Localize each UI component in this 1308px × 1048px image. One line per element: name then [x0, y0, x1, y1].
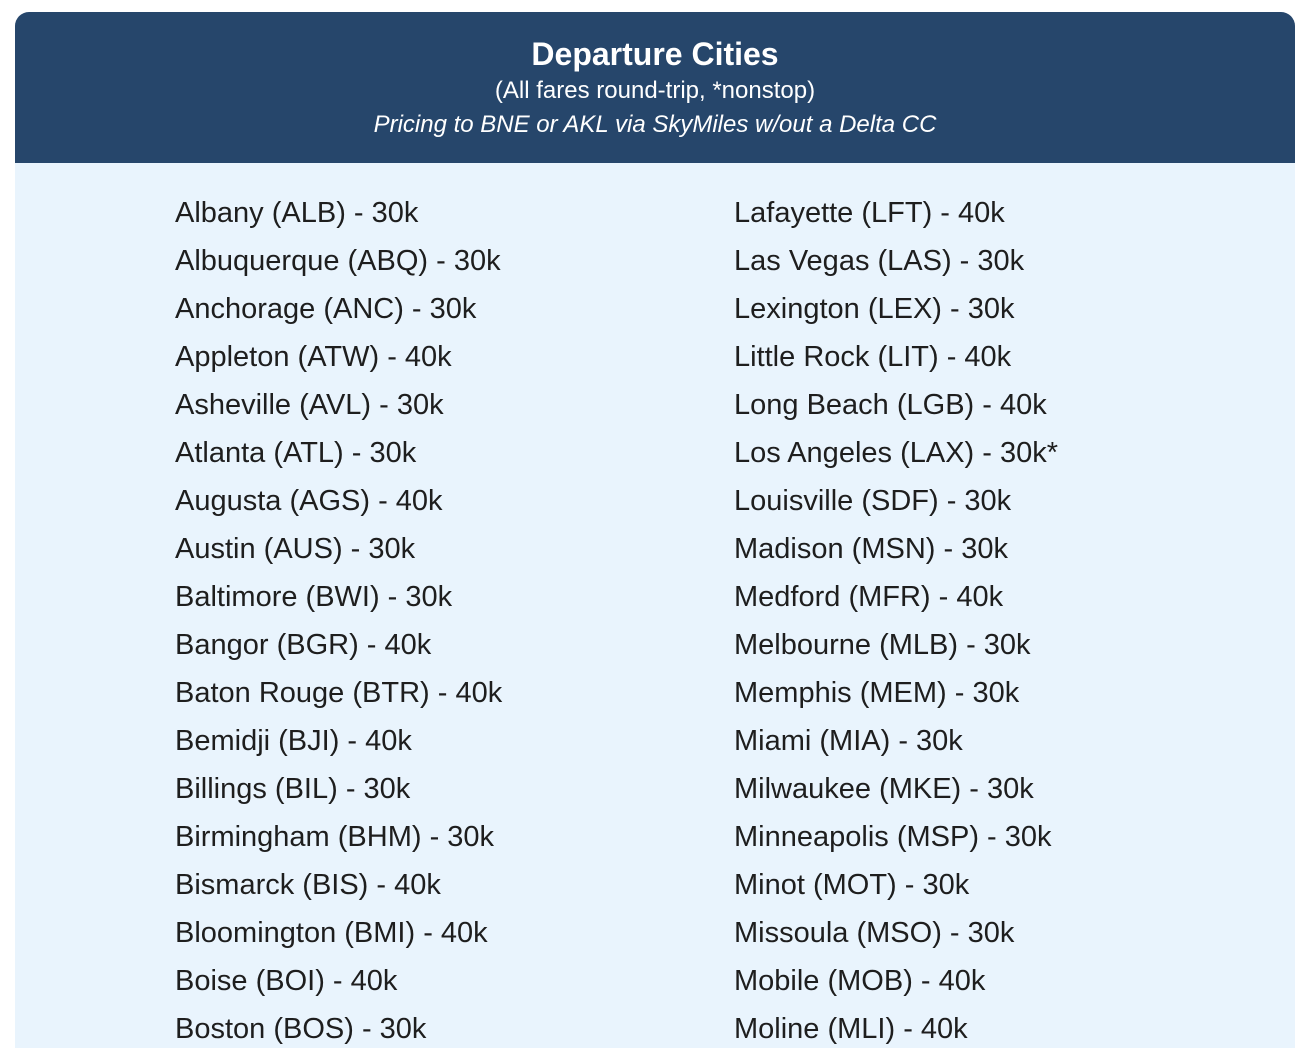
city-item: Asheville (AVL) - 30k [175, 389, 444, 421]
city-item: Atlanta (ATL) - 30k [175, 437, 417, 469]
card-title: Departure Cities [531, 36, 779, 72]
city-item: Lexington (LEX) - 30k [734, 293, 1015, 325]
city-item: Medford (MFR) - 40k [734, 581, 1004, 613]
city-item: Missoula (MSO) - 30k [734, 917, 1015, 949]
card-header [15, 12, 1295, 163]
city-item: Bismarck (BIS) - 40k [175, 869, 441, 901]
city-item: Birmingham (BHM) - 30k [175, 821, 495, 853]
city-item: Melbourne (MLB) - 30k [734, 629, 1031, 661]
city-item: Albuquerque (ABQ) - 30k [175, 245, 501, 277]
city-item: Little Rock (LIT) - 40k [734, 341, 1012, 373]
city-item: Milwaukee (MKE) - 30k [734, 773, 1034, 805]
city-item: Las Vegas (LAS) - 30k [734, 245, 1025, 277]
city-item: Moline (MLI) - 40k [734, 1013, 968, 1045]
city-item: Austin (AUS) - 30k [175, 533, 416, 565]
city-item: Long Beach (LGB) - 40k [734, 389, 1047, 421]
city-item: Augusta (AGS) - 40k [175, 485, 443, 517]
city-item: Lafayette (LFT) - 40k [734, 197, 1005, 229]
city-list-right [734, 189, 1058, 1048]
city-item: Minneapolis (MSP) - 30k [734, 821, 1052, 853]
city-item: Baton Rouge (BTR) - 40k [175, 677, 503, 709]
card-subtitle: (All fares round-trip, *nonstop) [494, 77, 816, 104]
city-columns [15, 163, 1295, 1048]
city-item: Bemidji (BJI) - 40k [175, 725, 412, 757]
city-list-left [175, 189, 502, 1048]
city-item: Madison (MSN) - 30k [734, 533, 1008, 565]
city-item: Albany (ALB) - 30k [175, 197, 419, 229]
city-item: Anchorage (ANC) - 30k [175, 293, 477, 325]
city-item: Memphis (MEM) - 30k [734, 677, 1020, 709]
city-item: Boston (BOS) - 30k [175, 1013, 427, 1045]
city-item: Boise (BOI) - 40k [175, 965, 398, 997]
city-item: Los Angeles (LAX) - 30k* [734, 437, 1059, 469]
city-item: Louisville (SDF) - 30k [734, 485, 1012, 517]
city-item: Billings (BIL) - 30k [175, 773, 411, 805]
departure-cities-card [15, 12, 1295, 1048]
city-item: Mobile (MOB) - 40k [734, 965, 986, 997]
city-item: Bangor (BGR) - 40k [175, 629, 432, 661]
city-item: Bloomington (BMI) - 40k [175, 917, 488, 949]
city-item: Miami (MIA) - 30k [734, 725, 963, 757]
city-item: Baltimore (BWI) - 30k [175, 581, 453, 613]
city-item: Minot (MOT) - 30k [734, 869, 970, 901]
city-item: Appleton (ATW) - 40k [175, 341, 452, 373]
pricing-note: Pricing to BNE or AKL via SkyMiles w/out a Delta CC [373, 111, 937, 138]
